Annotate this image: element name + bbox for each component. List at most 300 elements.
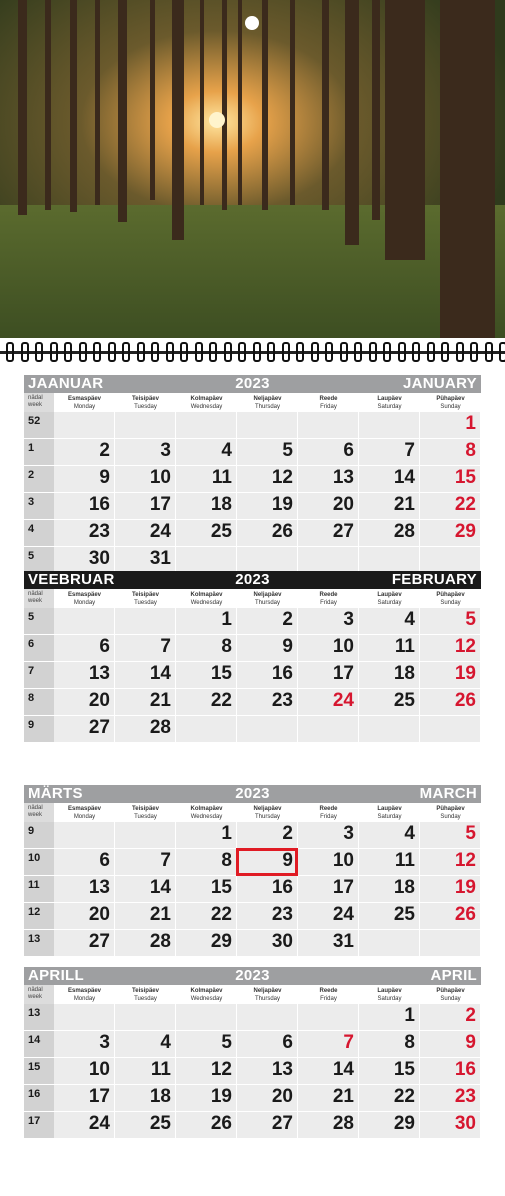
day-cell [359,1058,420,1085]
day-cell [176,520,237,547]
hanger-hole [245,16,259,30]
spiral-loop [340,342,348,362]
empty-day-cell [359,547,420,574]
weekday-name-en: Wednesday [190,814,223,820]
day-number: 4 [160,1032,171,1053]
spiral-loop [93,342,101,362]
week-number-cell [24,635,54,662]
day-number: 7 [160,850,171,871]
weekday-name-et: Reede [319,396,338,402]
weekday-name [298,985,359,1004]
spiral-loop [180,342,188,362]
weekday-name [298,589,359,608]
week-number-cell [24,1085,54,1112]
day-number: 8 [221,850,232,871]
spiral-loop [64,342,72,362]
weekday-name-et: Laupäev [377,396,402,402]
day-number: 6 [99,636,110,657]
day-cell [176,608,237,635]
week-label-et: nädal [28,591,43,597]
day-number: 14 [149,663,171,684]
day-number: 2 [465,1005,476,1026]
weekday-name-en: Thursday [254,404,280,410]
day-cell [237,1058,298,1085]
weekday-name-et: Teisipäev [132,988,159,994]
spiral-loop [369,342,377,362]
month-year: 2023 [235,571,270,588]
month-days-grid [24,412,481,574]
spiral-loop [412,342,420,362]
day-cell [420,466,481,493]
weekday-name-et: Kolmapäev [190,396,223,402]
day-cell [298,822,359,849]
weekday-header-row [24,803,481,822]
week-number: 8 [28,692,35,704]
weekday-name-et: Reede [319,806,338,812]
weekday-name-en: Monday [73,600,96,606]
day-number: 19 [210,1086,232,1107]
day-cell [237,608,298,635]
spiral-loop [35,342,43,362]
day-cell [54,849,115,876]
weekday-name [420,985,481,1004]
week-label-en: week [28,598,43,604]
day-cell [115,689,176,716]
day-number: 1 [221,823,232,844]
day-cell [298,903,359,930]
week-number: 13 [28,1007,41,1019]
weekday-name-en: Sunday [440,814,461,820]
day-number: 12 [454,636,476,657]
day-cell [54,520,115,547]
spiral-loop [267,342,275,362]
weekday-name-en: Saturday [377,404,402,410]
day-cell [54,439,115,466]
weekday-name [115,589,176,608]
weekday-name-en: Monday [73,996,96,1002]
month-name-et: MÄRTS [28,785,83,802]
weekday-name-et: Laupäev [377,988,402,994]
day-cell [54,547,115,574]
day-number: 21 [149,690,171,711]
day-cell [54,466,115,493]
day-cell [237,903,298,930]
day-cell [176,930,237,957]
day-cell [237,876,298,903]
week-number-cell [24,1031,54,1058]
weekday-name-et: Pühapäev [436,988,465,994]
week-number: 17 [28,1115,41,1127]
empty-day-cell [298,412,359,439]
day-number: 27 [271,1113,293,1134]
day-number: 26 [454,690,476,711]
day-number: 19 [271,494,293,515]
day-cell [298,1031,359,1058]
empty-day-cell [54,1004,115,1031]
day-cell [298,439,359,466]
week-number: 12 [28,906,41,918]
week-number-cell [24,689,54,716]
day-number: 16 [454,1059,476,1080]
spiral-loop [224,342,232,362]
day-cell [359,608,420,635]
day-cell [298,493,359,520]
day-cell [115,1112,176,1139]
day-number: 8 [465,440,476,461]
weekday-name-et: Teisipäev [132,396,159,402]
day-cell [237,520,298,547]
weekday-name-en: Wednesday [190,404,223,410]
week-number: 10 [28,852,41,864]
weekday-name [237,985,298,1004]
day-number: 17 [332,663,354,684]
day-cell [176,822,237,849]
day-number: 24 [332,690,354,711]
day-cell [359,1031,420,1058]
empty-day-cell [237,412,298,439]
day-cell [420,662,481,689]
day-cell [359,466,420,493]
weekday-name [176,393,237,412]
day-number: 25 [393,904,415,925]
spiral-loop [108,342,116,362]
weekday-name-et: Esmaspäev [67,806,102,812]
day-cell [176,903,237,930]
spiral-loop [456,342,464,362]
day-cell [420,1085,481,1112]
day-number: 16 [88,494,110,515]
day-number: 11 [394,850,415,871]
empty-day-cell [359,716,420,743]
spiral-loop [79,342,87,362]
weekday-name-en: Monday [73,404,96,410]
day-cell [420,689,481,716]
weekday-name [237,803,298,822]
day-number: 16 [271,663,293,684]
empty-day-cell [420,547,481,574]
week-number: 52 [28,415,41,427]
day-number: 14 [393,467,415,488]
spiral-loop [166,342,174,362]
month-block [24,785,481,957]
day-cell [420,608,481,635]
month-name-et: JAANUAR [28,375,104,392]
day-number: 28 [332,1113,354,1134]
day-number: 3 [99,1032,110,1053]
month-days-grid [24,1004,481,1139]
weekday-name-en: Saturday [377,996,402,1002]
weekday-name-en: Tuesday [134,404,157,410]
day-cell [54,662,115,689]
day-cell [359,903,420,930]
empty-day-cell [420,716,481,743]
week-number-cell [24,466,54,493]
day-cell [298,1112,359,1139]
day-cell [54,1112,115,1139]
month-block [24,571,481,743]
day-number: 28 [149,931,171,952]
day-number: 20 [88,904,110,925]
day-number: 5 [465,823,476,844]
day-number: 22 [210,904,232,925]
week-number-cell [24,1004,54,1031]
day-cell [420,493,481,520]
week-number-cell [24,493,54,520]
day-number: 22 [393,1086,415,1107]
weekday-name [237,589,298,608]
empty-day-cell [298,716,359,743]
week-number: 11 [28,879,40,891]
weekday-name [54,803,115,822]
day-cell [359,439,420,466]
spiral-loop [441,342,449,362]
day-number: 1 [404,1005,415,1026]
day-cell [115,849,176,876]
day-number: 23 [88,521,110,542]
week-number-cell [24,520,54,547]
weekday-name [176,589,237,608]
day-number: 13 [271,1059,293,1080]
day-number: 9 [282,636,293,657]
week-number-cell [24,822,54,849]
day-cell [298,1058,359,1085]
month-name-en: JANUARY [402,375,477,392]
weekday-name-en: Thursday [254,814,280,820]
day-cell [359,689,420,716]
week-label [24,985,54,1004]
day-number: 31 [149,548,171,569]
month-days-grid [24,822,481,957]
day-cell [420,1112,481,1139]
month-name-et: APRILL [28,967,84,984]
spiral-loop [6,342,14,362]
day-cell [420,876,481,903]
spiral-loop [398,342,406,362]
day-number: 13 [332,467,354,488]
week-number: 5 [28,611,35,623]
day-number: 20 [88,690,110,711]
day-cell [54,635,115,662]
day-number: 1 [465,413,476,434]
week-number-cell [24,608,54,635]
day-cell [54,1058,115,1085]
day-cell [115,876,176,903]
week-number: 13 [28,933,41,945]
weekday-header-row [24,589,481,608]
month-header [24,967,481,985]
day-cell [176,689,237,716]
day-number: 17 [332,877,354,898]
day-number: 4 [404,609,415,630]
day-number: 17 [88,1086,110,1107]
day-cell [420,1004,481,1031]
day-number: 15 [454,467,476,488]
weekday-name [54,589,115,608]
day-number: 22 [454,494,476,515]
day-cell [298,930,359,957]
day-number: 14 [149,877,171,898]
day-cell [420,520,481,547]
day-number: 24 [332,904,354,925]
week-number: 4 [28,523,35,535]
day-number: 15 [393,1059,415,1080]
week-label [24,803,54,822]
week-number: 9 [28,719,35,731]
day-cell [420,439,481,466]
day-cell [237,1085,298,1112]
weekday-name [54,985,115,1004]
week-number-cell [24,412,54,439]
day-cell [298,608,359,635]
day-number: 5 [465,609,476,630]
month-year: 2023 [235,785,270,802]
day-cell [420,412,481,439]
spiral-loop [499,342,505,362]
day-cell [359,662,420,689]
weekday-name [359,393,420,412]
week-number-cell [24,662,54,689]
day-cell [176,849,237,876]
day-number: 31 [332,931,354,952]
month-name-et: VEEBRUAR [28,571,115,588]
day-cell [115,635,176,662]
day-number: 30 [454,1113,476,1134]
day-cell [54,493,115,520]
empty-day-cell [298,547,359,574]
day-cell [176,1085,237,1112]
day-cell [115,716,176,743]
weekday-name-en: Wednesday [190,996,223,1002]
day-number: 29 [393,1113,415,1134]
day-number: 15 [210,663,232,684]
day-cell [176,466,237,493]
empty-day-cell [54,822,115,849]
empty-day-cell [176,547,237,574]
week-number-cell [24,439,54,466]
weekday-name-et: Reede [319,592,338,598]
day-number: 9 [282,850,293,871]
weekday-name-en: Friday [320,600,337,606]
day-number: 9 [465,1032,476,1053]
weekday-name-et: Teisipäev [132,806,159,812]
spiral-loop [325,342,333,362]
day-cell [54,930,115,957]
day-cell [298,662,359,689]
day-number: 26 [271,521,293,542]
weekday-header-row [24,985,481,1004]
week-number: 3 [28,496,35,508]
current-day-marker [236,848,298,876]
week-number-cell [24,716,54,743]
weekday-name-et: Neljapäev [253,806,282,812]
day-cell [237,849,298,876]
day-number: 18 [393,877,415,898]
weekday-name [298,393,359,412]
day-cell [359,635,420,662]
weekday-name-en: Monday [73,814,96,820]
empty-day-cell [420,930,481,957]
day-number: 21 [149,904,171,925]
empty-day-cell [54,412,115,439]
day-cell [359,822,420,849]
day-number: 10 [332,636,354,657]
day-number: 14 [332,1059,354,1080]
day-cell [115,662,176,689]
spiral-loop [470,342,478,362]
day-number: 27 [88,931,110,952]
weekday-name-et: Pühapäev [436,806,465,812]
month-header [24,375,481,393]
week-number-cell [24,1112,54,1139]
day-cell [420,822,481,849]
day-cell [115,1058,176,1085]
day-number: 13 [88,877,110,898]
day-cell [176,876,237,903]
weekday-header-row [24,393,481,412]
day-cell [298,689,359,716]
weekday-name-et: Pühapäev [436,396,465,402]
day-cell [359,849,420,876]
day-cell [54,876,115,903]
weekday-name [420,393,481,412]
day-cell [359,1004,420,1031]
day-number: 20 [332,494,354,515]
weekday-name [359,589,420,608]
weekday-name-et: Reede [319,988,338,994]
day-cell [176,1031,237,1058]
day-cell [237,466,298,493]
month-year: 2023 [235,967,270,984]
day-number: 10 [149,467,171,488]
week-label-et: nädal [28,395,43,401]
day-number: 30 [88,548,110,569]
day-cell [359,876,420,903]
month-block [24,967,481,1139]
day-cell [237,930,298,957]
day-number: 10 [88,1059,110,1080]
week-label-et: nädal [28,805,43,811]
weekday-name-en: Sunday [440,600,461,606]
day-cell [298,635,359,662]
day-number: 22 [210,690,232,711]
weekday-name-et: Teisipäev [132,592,159,598]
empty-day-cell [115,412,176,439]
day-number: 3 [160,440,171,461]
weekday-name-et: Esmaspäev [67,396,102,402]
day-number: 12 [271,467,293,488]
day-number: 26 [454,904,476,925]
day-number: 11 [394,636,415,657]
day-cell [176,662,237,689]
week-number: 15 [28,1061,41,1073]
weekday-name-et: Kolmapäev [190,988,223,994]
day-number: 27 [88,717,110,738]
day-cell [115,520,176,547]
spiral-loop [296,342,304,362]
day-number: 2 [282,823,293,844]
weekday-name-en: Friday [320,404,337,410]
day-cell [237,635,298,662]
day-number: 7 [343,1032,354,1053]
spiral-loop [238,342,246,362]
day-number: 27 [332,521,354,542]
weekday-name [420,803,481,822]
day-cell [176,439,237,466]
weekday-name [115,393,176,412]
day-number: 5 [221,1032,232,1053]
empty-day-cell [176,716,237,743]
spiral-loop [253,342,261,362]
